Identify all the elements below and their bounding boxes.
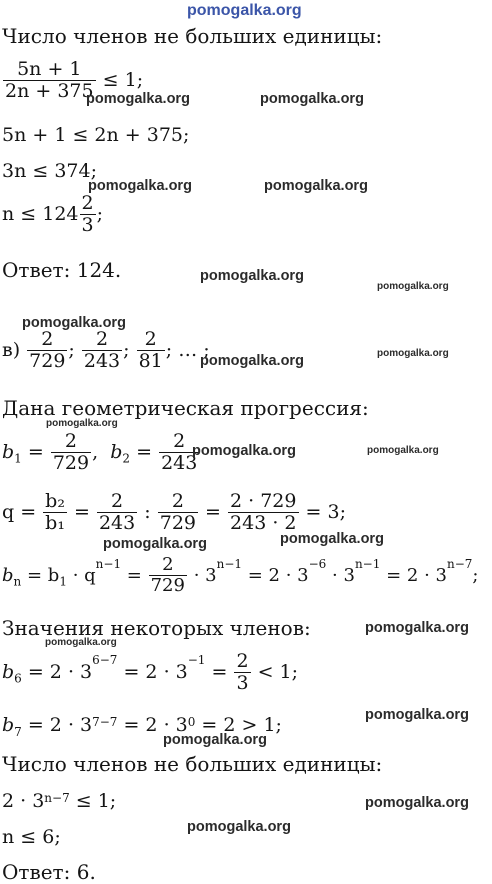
fraction-numerator: 2 (144, 328, 157, 350)
fraction-denominator: 81 (138, 349, 163, 372)
fraction-denominator: 2n + 375 (5, 79, 94, 102)
b1-fraction (51, 432, 91, 474)
watermark[interactable]: pomogalka.org (46, 418, 118, 429)
watermark[interactable]: pomogalka.org (163, 732, 267, 748)
b7-text: = 2 · 3 (21, 714, 93, 736)
watermark[interactable]: pomogalka.org (264, 178, 368, 194)
watermark[interactable]: pomogalka.org (22, 315, 126, 331)
q-fraction-2 (97, 492, 137, 534)
q-fraction-4 (228, 492, 298, 534)
fraction-denominator: 3 (236, 671, 249, 694)
bn-text: · q (66, 564, 96, 586)
q-fraction-3 (158, 492, 198, 534)
bn-formula-line (2, 556, 478, 596)
q-line (2, 492, 346, 534)
fraction-denominator: 729 (29, 349, 66, 372)
watermark[interactable]: pomogalka.org (377, 348, 449, 359)
b7-symbol: b (2, 714, 15, 736)
inequality-lhs: 2 · 3 (2, 790, 45, 812)
fraction-denominator: b₁ (45, 511, 65, 534)
bn-exponent: n−1 (216, 557, 243, 571)
b7-index: 7 (14, 724, 22, 739)
fraction-numerator: 2 (111, 490, 124, 512)
bn-text: · 3 (326, 564, 355, 586)
fraction-denominator: 243 (161, 451, 198, 474)
fraction-denominator: 243 · 2 (230, 511, 297, 534)
count-heading: Число членов не больших единицы: (2, 752, 383, 776)
q-ratio-fraction (43, 492, 67, 534)
fraction-denominator: 729 (159, 511, 196, 534)
part-b-label: в) (2, 338, 21, 361)
fraction-numerator: 2 (81, 192, 94, 214)
inequality-rhs: ≤ 1; (69, 790, 117, 812)
sequence-term-1 (27, 330, 67, 372)
part-b-answer: Ответ: 6. (2, 860, 96, 884)
part-b-heading: Дана геометрическая прогрессия: (2, 396, 369, 420)
b2-index: 2 (122, 451, 131, 466)
part-a-fraction (3, 60, 96, 102)
equals: = (74, 500, 90, 523)
b6-text: = 2 · 3 (117, 660, 188, 683)
ellipsis: … ; (178, 338, 210, 361)
b7-exponent: 0 (187, 715, 196, 729)
equals: = (205, 500, 221, 523)
b6-text: = (205, 660, 234, 683)
b1-index: 1 (14, 451, 22, 466)
fraction-denominator: 729 (52, 451, 90, 474)
b6-fraction (234, 652, 250, 694)
part-a-step3 (2, 194, 103, 236)
watermark[interactable]: pomogalka.org (200, 268, 304, 284)
watermark[interactable]: pomogalka.org (365, 795, 469, 811)
watermark-top[interactable]: pomogalka.org (187, 2, 302, 19)
n-inequality-line (2, 790, 116, 812)
part-a-answer: Ответ: 124. (2, 258, 122, 282)
fraction-denominator: 729 (150, 574, 185, 596)
bn-text: = (121, 564, 148, 586)
inequality-rhs: ≤ 1; (102, 68, 144, 91)
b7-text: = 2 > 1; (195, 714, 282, 736)
fraction-denominator: 3 (81, 213, 94, 236)
sequence-term-2 (82, 330, 122, 372)
b6-symbol: b (2, 660, 15, 683)
b6-line (2, 652, 298, 694)
watermark[interactable]: pomogalka.org (365, 707, 469, 723)
equals: = (27, 440, 44, 463)
bn-exponent: n−1 (95, 557, 122, 571)
watermark[interactable]: pomogalka.org (103, 536, 207, 552)
bn-text: ; (472, 564, 479, 586)
bn-text: = 2 · 3 (242, 564, 309, 586)
bn-index: 1 (59, 574, 67, 589)
b1-symbol: b (2, 440, 15, 463)
b7-text: = 2 · 3 (117, 714, 188, 736)
watermark[interactable]: pomogalka.org (45, 637, 117, 648)
watermark[interactable]: pomogalka.org (367, 445, 439, 456)
comma: , (92, 440, 99, 463)
fraction-numerator: 2 (162, 554, 174, 575)
b7-exponent: 7−7 (92, 715, 118, 729)
b1-b2-line (2, 432, 200, 474)
bn-text: = b (21, 564, 60, 586)
bn-exponent: n−7 (446, 557, 473, 571)
watermark[interactable]: pomogalka.org (280, 531, 384, 547)
b6-text: < 1; (251, 660, 299, 683)
watermark[interactable]: pomogalka.org (192, 443, 296, 459)
b2-symbol: b (110, 440, 123, 463)
fraction-numerator: 2 (95, 328, 109, 350)
b6-exponent: 6−7 (92, 653, 118, 667)
watermark[interactable]: pomogalka.org (377, 281, 449, 292)
watermark[interactable]: pomogalka.org (187, 819, 291, 835)
fraction-numerator: 2 · 729 (230, 490, 297, 512)
fraction-numerator: 5n + 1 (17, 58, 82, 80)
watermark[interactable]: pomogalka.org (86, 91, 190, 107)
watermark[interactable]: pomogalka.org (200, 353, 304, 369)
watermark[interactable]: pomogalka.org (88, 178, 192, 194)
bn-index: n (13, 574, 22, 589)
sequence-term-3 (137, 330, 165, 372)
b6-exponent: −1 (187, 653, 206, 667)
bn-exponent: −6 (308, 557, 327, 571)
fraction-denominator: 243 (98, 511, 136, 534)
fraction-numerator: 2 (64, 430, 77, 452)
part-a-step1: 5n + 1 ≤ 2n + 375; (2, 124, 190, 146)
fraction-numerator: 2 (236, 650, 249, 672)
bn-text: = 2 · 3 (380, 564, 447, 586)
separator: ; (123, 338, 130, 361)
fraction-numerator: 2 (171, 490, 184, 512)
bn-text: · 3 (187, 564, 217, 586)
colon: : (144, 500, 151, 523)
bn-symbol: b (2, 564, 14, 586)
fraction-numerator: b₂ (45, 490, 65, 512)
equals: = (136, 440, 153, 463)
fraction-denominator: 243 (83, 349, 121, 372)
step3-lhs: n ≤ 124 (2, 202, 79, 225)
watermark[interactable]: pomogalka.org (260, 91, 364, 107)
step3-fraction (80, 194, 96, 236)
step3-end: ; (96, 202, 104, 225)
part-b-sequence (2, 330, 210, 372)
n-result: n ≤ 6; (2, 826, 61, 848)
b6-index: 6 (14, 671, 22, 686)
q-lhs: q = (2, 500, 37, 523)
separator: ; (68, 338, 75, 361)
fraction-numerator: 2 (41, 328, 54, 350)
watermark[interactable]: pomogalka.org (365, 620, 469, 636)
separator: ; (165, 338, 173, 361)
inequality-exponent: n−7 (44, 791, 70, 805)
b6-text: = 2 · 3 (21, 660, 93, 683)
bn-exponent: n−1 (354, 557, 381, 571)
part-a-heading: Число членов не больших единицы: (2, 24, 383, 48)
values-heading: Значения некоторых членов: (2, 616, 311, 640)
bn-fraction (149, 556, 187, 596)
q-result: = 3; (305, 500, 346, 523)
fraction-numerator: 2 (173, 430, 186, 452)
part-a-step2: 3n ≤ 374; (2, 160, 97, 182)
